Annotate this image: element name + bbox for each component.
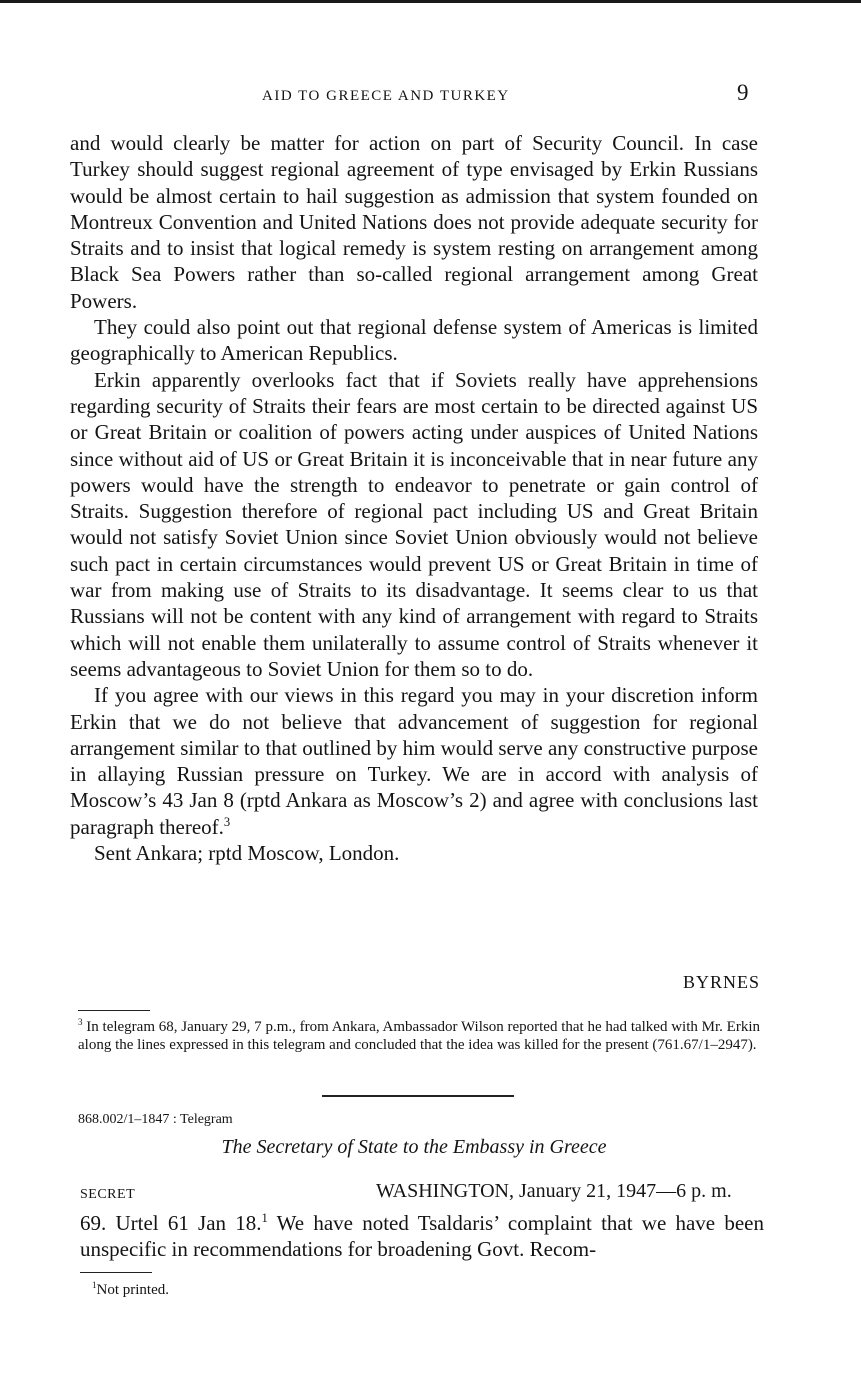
paragraph-4: [70, 682, 758, 840]
footnote-1-text: Not printed.: [96, 1282, 169, 1298]
footnote-3-text: In telegram 68, January 29, 7 p.m., from Ankara, Ambassador Wilson reported that he had talked with Mr. Erkin along the lines expressed in this telegram and concluded that the idea was killed for the present (761.67/1–2947).: [78, 1019, 760, 1053]
top-border: [0, 0, 861, 3]
paragraph-2: They could also point out that regional defense system of Americas is limited geographically to American Republics.: [70, 315, 758, 366]
telegram-69-rest: We have noted Tsaldaris’ complaint that we have been unspecific in recommendations for broadening Govt. Recom-: [80, 1211, 764, 1261]
telegram-69-text: [80, 1210, 764, 1262]
telegram-69-start: 69. Urtel 61 Jan 18.: [80, 1211, 262, 1235]
paragraph-3: Erkin apparently overlooks fact that if Soviets really have apprehensions regarding security of Straits their fears are most certain to be directed against US or Great Britain or coalition of powers acting under auspices of United Nations since without aid of US or Great Britain it is inconceivable that in near future any powers would have the strength to endeavor to penetrate or gain control of Straits. Suggestion therefore of regional pact including US and Great Britain would not satisfy Soviet Union since Soviet Union obviously would not believe such pact in certain circumstances would prevent US or Great Britain in time of war from making use of Straits to its disadvantage. It seems clear to us that Russians will not be content with any kind of arrangement with regard to Straits which will not enable them unilaterally to assume control of Straits whenever it seems advantageous to Soviet Union for them so to do.: [70, 367, 758, 681]
telegram-body-text: [70, 130, 758, 866]
footnote-rule: [78, 1010, 150, 1011]
paragraph-5: Sent Ankara; rptd Moscow, London.: [94, 841, 400, 866]
running-head: AID TO GREECE AND TURKEY: [262, 88, 510, 104]
footnote-rule-2: [80, 1272, 152, 1273]
footnote-1: [92, 1282, 169, 1299]
section-divider: [322, 1095, 514, 1097]
footnote-ref-1: 1: [261, 1211, 268, 1225]
paragraph-1: and would clearly be matter for action on part of Security Council. In case Turkey should suggest regional agreement of type envisaged by Erkin Russians would be almost certain to hail suggestion as admission that system founded on Montreux Convention and United Nations does not provide adequate security for Straits and to insist that logical remedy is system resting on arrangement among Black Sea Powers rather than so-called regional arrangement among Great Powers.: [70, 131, 758, 313]
dateline: WASHINGTON, January 21, 1947—6 p. m.: [376, 1180, 732, 1202]
footnote-3: [78, 1018, 760, 1054]
classification-label: SECRET: [80, 1187, 136, 1202]
paragraph-4-text: If you agree with our views in this regard you may in your discretion inform Erkin that we do not believe that advancement of suggestion for regional arrangement similar to that outlined by him would serve any constructive purpose in allaying Russian pressure on Turkey. We are in accord with analysis of Moscow’s 43 Jan 8 (rptd Ankara as Moscow’s 2) and agree with conclusions last paragraph thereof.: [70, 683, 758, 839]
footnote-3-marker: 3: [78, 1017, 83, 1027]
document-reference: 868.002/1–1847 : Telegram: [78, 1112, 233, 1127]
document-title: The Secretary of State to the Embassy in Greece: [221, 1136, 607, 1158]
footnote-1-marker: 1: [92, 1280, 97, 1290]
page-number: 9: [737, 80, 749, 105]
footnote-ref-3: 3: [223, 814, 231, 829]
signature: BYRNES: [682, 972, 760, 992]
